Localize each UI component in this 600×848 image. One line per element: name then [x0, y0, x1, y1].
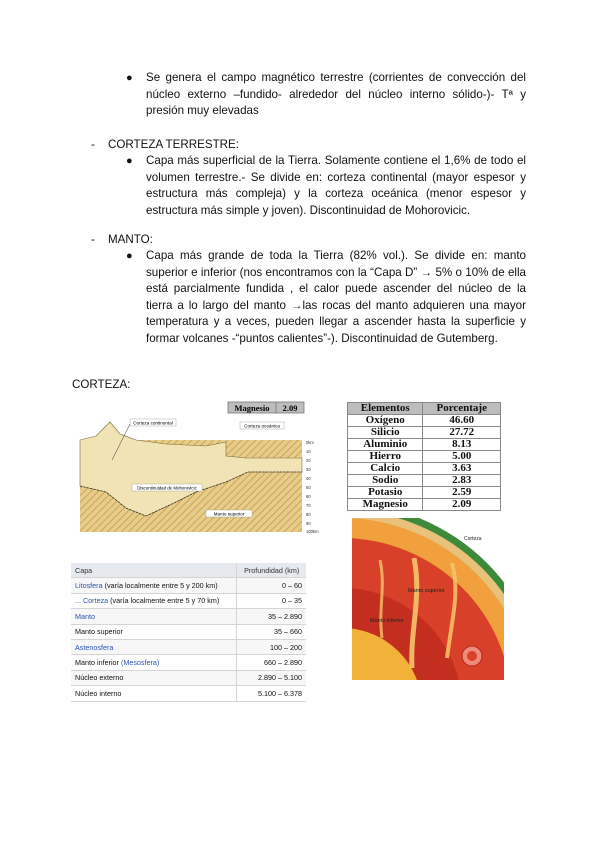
- heading-manto: MANTO:: [108, 233, 153, 246]
- element-percent: 46.60: [423, 415, 501, 427]
- capa-note: (varía localmente entre 5 y 200 km): [102, 581, 218, 591]
- element-name: Magnesio: [348, 499, 423, 511]
- table-row: [348, 427, 501, 439]
- element-name: Hierro: [348, 451, 423, 463]
- earth-interior-diagram: [352, 518, 504, 680]
- svg-text:90: 90: [306, 521, 311, 526]
- table-row: [71, 578, 306, 593]
- table-row: [348, 415, 501, 427]
- capa-depth: 35 – 2.890: [237, 609, 306, 624]
- table-row: [71, 655, 306, 670]
- capa-depth: 2.890 – 5.100: [237, 670, 306, 685]
- element-percent: 5.00: [423, 451, 501, 463]
- svg-text:10: 10: [306, 449, 311, 454]
- element-percent: 2.59: [423, 487, 501, 499]
- capa-header-capa: Capa: [71, 563, 237, 578]
- svg-text:20: 20: [306, 458, 311, 463]
- svg-text:40: 40: [306, 476, 311, 481]
- crust-header-value: 2.09: [282, 403, 298, 413]
- capa-depth: 5.100 – 6.378: [237, 686, 306, 701]
- heading-corteza-terrestre: CORTEZA TERRESTRE:: [108, 138, 239, 151]
- capa-note-link[interactable]: (Mesosfera): [118, 658, 160, 668]
- table-row: [348, 499, 501, 511]
- capa-name: Manto inferior: [75, 658, 119, 668]
- element-name: Potasio: [348, 487, 423, 499]
- capa-name: Núcleo interno: [75, 688, 122, 698]
- crust-diagram-svg: [76, 400, 320, 536]
- earth-diagram-svg: [352, 518, 504, 680]
- capa-depth: 100 – 200: [237, 639, 306, 654]
- element-name: Aluminio: [348, 439, 423, 451]
- elements-header-porcentaje: Porcentaje: [423, 403, 501, 415]
- capa-link[interactable]: Manto: [75, 611, 95, 621]
- table-row: [71, 639, 306, 654]
- bullet-dot: ●: [126, 250, 133, 262]
- capa-name: Núcleo externo: [75, 673, 124, 683]
- table-row: [348, 463, 501, 475]
- table-row: [71, 624, 306, 639]
- label-corteza-oceanica: Corteza oceánica: [244, 423, 280, 429]
- capa-table-wrapper: [71, 563, 306, 702]
- table-row: [348, 451, 501, 463]
- svg-text:50: 50: [306, 485, 311, 490]
- table-row: [71, 593, 306, 608]
- capa-link[interactable]: ... Corteza: [75, 596, 109, 606]
- capa-note: (varía localmente entre 5 y 70 km): [108, 596, 220, 606]
- element-percent: 8.13: [423, 439, 501, 451]
- svg-text:30: 30: [306, 467, 311, 472]
- table-row: [348, 439, 501, 451]
- element-name: Silicio: [348, 427, 423, 439]
- element-name: Oxígeno: [348, 415, 423, 427]
- svg-text:0km: 0km: [306, 440, 314, 445]
- label-discontinuidad-moho: Discontinuidad de Mohorovicic: [137, 485, 197, 491]
- svg-text:60: 60: [306, 494, 311, 499]
- label-manto-superior: Manto superior: [213, 511, 245, 517]
- capa-depth: 35 – 660: [237, 624, 306, 639]
- element-percent: 2.09: [423, 499, 501, 511]
- corteza-label: CORTEZA:: [72, 378, 131, 391]
- capa-header-profundidad: Profundidad (km): [237, 563, 306, 578]
- crust-cross-section-diagram: [76, 400, 320, 536]
- table-row: [71, 686, 306, 701]
- bullet-dot: ●: [126, 155, 133, 167]
- element-percent: 3.63: [423, 463, 501, 475]
- capa-link[interactable]: Astenosfera: [75, 642, 114, 652]
- crust-header-label: Magnesio: [234, 403, 270, 413]
- svg-text:100km: 100km: [306, 529, 319, 534]
- table-row: [348, 475, 501, 487]
- dash-marker: -: [91, 233, 95, 246]
- svg-text:80: 80: [306, 512, 311, 517]
- capa-depth: 0 – 60: [237, 578, 306, 593]
- elements-header-elementos: Elementos: [348, 403, 423, 415]
- element-percent: 2.83: [423, 475, 501, 487]
- element-name: Calcio: [348, 463, 423, 475]
- label-manto-superior: Manto superior: [408, 588, 445, 594]
- svg-text:70: 70: [306, 503, 311, 508]
- capa-depth: 660 – 2.890: [237, 655, 306, 670]
- capa-link[interactable]: Litosfera: [75, 581, 103, 591]
- bullet-dot: ●: [126, 72, 133, 84]
- bullet-text-manto: Capa más grande de toda la Tierra (82% vol.). Se divide en: manto superior e inferior (nos encontramos con la “Capa D” → 5% o 10% de ella está parcialmente fundida , el calor puede ascender del núcleo de la tierra a lo largo del manto →las rocas del manto adquieren una mayor temperatura y a veces, pueden llegar a ascender hasta la superficie y formar volcanes -“puntos calientes”-). Discontinuidad de Gutemberg.: [146, 249, 526, 345]
- capa-table: [71, 563, 306, 702]
- table-row: [71, 609, 306, 624]
- label-corteza-continental: Corteza continental: [133, 420, 173, 426]
- table-row: [348, 487, 501, 499]
- capa-name: Manto superior: [75, 627, 123, 637]
- capa-depth: 0 – 35: [237, 593, 306, 608]
- elements-table-wrapper: [347, 402, 501, 511]
- label-corteza: Corteza: [464, 536, 482, 542]
- label-manto-inferior: Manto inferior: [370, 618, 404, 624]
- bullet-text-campo-magnetico: Se genera el campo magnético terrestre (corrientes de convección del núcleo externo –fundido- alrededor del núcleo interno sólido-)- Tª y presión muy elevadas: [146, 71, 526, 118]
- element-percent: 27.72: [423, 427, 501, 439]
- elements-table: [347, 402, 501, 511]
- element-name: Sodio: [348, 475, 423, 487]
- table-row: [71, 670, 306, 685]
- dash-marker: -: [91, 138, 95, 151]
- bullet-text-corteza: Capa más superficial de la Tierra. Solamente contiene el 1,6% de todo el volumen terrestre.- Se divide en: corteza continental (mayor espesor y estructura más compleja) y la corteza oceánica (menor espesor y estructura más simple y joven). Discontinuidad de Mohorovicic.: [146, 154, 526, 217]
